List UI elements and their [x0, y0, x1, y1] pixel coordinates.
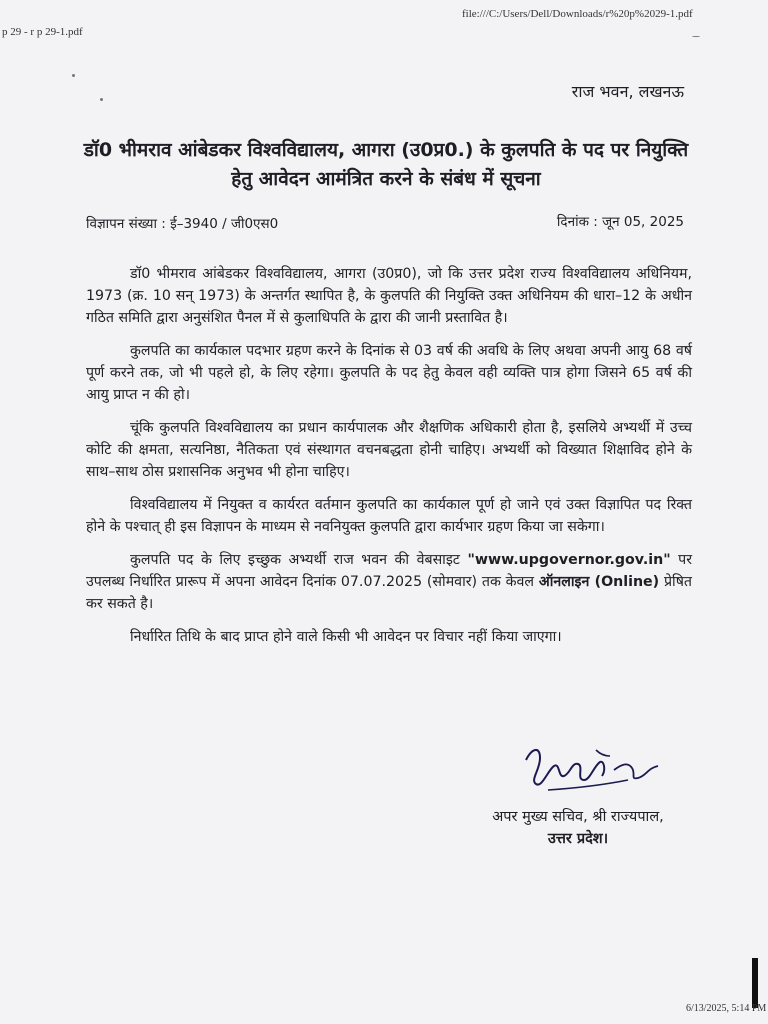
paragraph-4: विश्वविद्यालय में नियुक्त व कार्यरत वर्तमान कुलपति का कार्यकाल पूर्ण हो जाने एवं उक्त विज्ञापित पद रिक्त होने के पश्चात् ही इस विज्ञापन के माध्यम से नवनियुक्त कुलपति द्वारा कार्यभार ग्रहण किया जा सकेगा।	[86, 497, 692, 535]
signatory-designation: अपर मुख्य सचिव, श्री राज्यपाल,	[492, 809, 664, 825]
paragraph-3: चूंकि कुलपति विश्वविद्यालय का प्रधान कार्यपालक और शैक्षणिक अधिकारी होता है, इसलिये अभ्यर्थी में उच्च कोटि की क्षमता, सत्यनिष्ठा, नैतिकता एवं संस्थागत वचनबद्धता होनी चाहिए। अभ्यर्थी को विख्यात शिक्षाविद होने के साथ–साथ ठोस प्रशासनिक अनुभव भी होना चाहिए।	[86, 420, 692, 480]
print-header-filepath: file:///C:/Users/Dell/Downloads/r%20p%2029-1.pdf	[462, 8, 693, 20]
print-footer-timestamp: 6/13/2025, 5:14 PM	[686, 1003, 767, 1014]
paragraph-5	[86, 549, 692, 615]
paragraph-6: निर्धारित तिथि के बाद प्राप्त होने वाले किसी भी आवेदन पर विचार नहीं किया जाएगा।	[130, 629, 562, 645]
online-mode: ऑनलाइन (Online)	[538, 574, 660, 590]
scan-edge-mark	[752, 958, 758, 1008]
paragraph-2: कुलपति का कार्यकाल पदभार ग्रहण करने के दिनांक से 03 वर्ष की अवधि के लिए अथवा अपनी आयु 68 वर्ष पूर्ण करने तक, जो भी पहले हो, के लिए रहेगा। कुलपति के पद हेतु केवल वही व्यक्ति पात्र होगा जिसने 65 वर्ष की आयु प्राप्त न की हो।	[86, 343, 692, 403]
advert-number: विज्ञापन संख्या : ई–3940 / जी0एस0	[86, 216, 279, 232]
paragraph-5-part-3: प्रेषित कर सकते है।	[86, 574, 692, 612]
scan-speck	[100, 98, 103, 101]
notice-date: दिनांक : जून 05, 2025	[556, 214, 684, 230]
notice-title	[80, 136, 692, 194]
notice-title-line-2: हेतु आवेदन आमंत्रित करने के संबंध में सूचना	[231, 168, 541, 190]
scan-speck	[692, 36, 700, 37]
paragraph-5-part-1: कुलपति पद के लिए इच्छुक अभ्यर्थी राज भवन की वेबसाइट	[130, 552, 468, 568]
signatory-state: उत्तर प्रदेश।	[547, 831, 609, 847]
paragraph-1: डॉ0 भीमराव आंबेडकर विश्वविद्यालय, आगरा (उ0प्र0), जो कि उत्तर प्रदेश राज्य विश्वविद्यालय अधिनियम, 1973 (क्र. 10 सन् 1973) के अन्तर्गत स्थापित है, के कुलपति की नियुक्ति उक्त अधिनियम की धारा–12 के अधीन गठित समिति द्वारा अनुसंशित पैनल में से कुलाधिपति के द्वारा की जानी प्रस्तावित है।	[86, 266, 692, 326]
paragraph-5-part-2: पर उपलब्ध निर्धारित प्रारूप में अपना आवेदन दिनांक 07.07.2025 (सोमवार) तक केवल	[86, 552, 693, 590]
notice-title-line-1: डॉ0 भीमराव आंबेडकर विश्वविद्यालय, आगरा (उ0प्र0.) के कुलपति के पद पर नियुक्ति	[83, 139, 689, 161]
handwritten-signature	[518, 740, 668, 810]
print-header-filename: p 29 - r p 29-1.pdf	[2, 26, 83, 38]
notice-body	[86, 263, 692, 659]
website-link[interactable]: "www.upgovernor.gov.in"	[467, 552, 671, 568]
signatory-block	[478, 806, 678, 850]
scan-speck	[72, 74, 75, 77]
issuing-office: राज भवन, लखनऊ	[571, 82, 684, 101]
